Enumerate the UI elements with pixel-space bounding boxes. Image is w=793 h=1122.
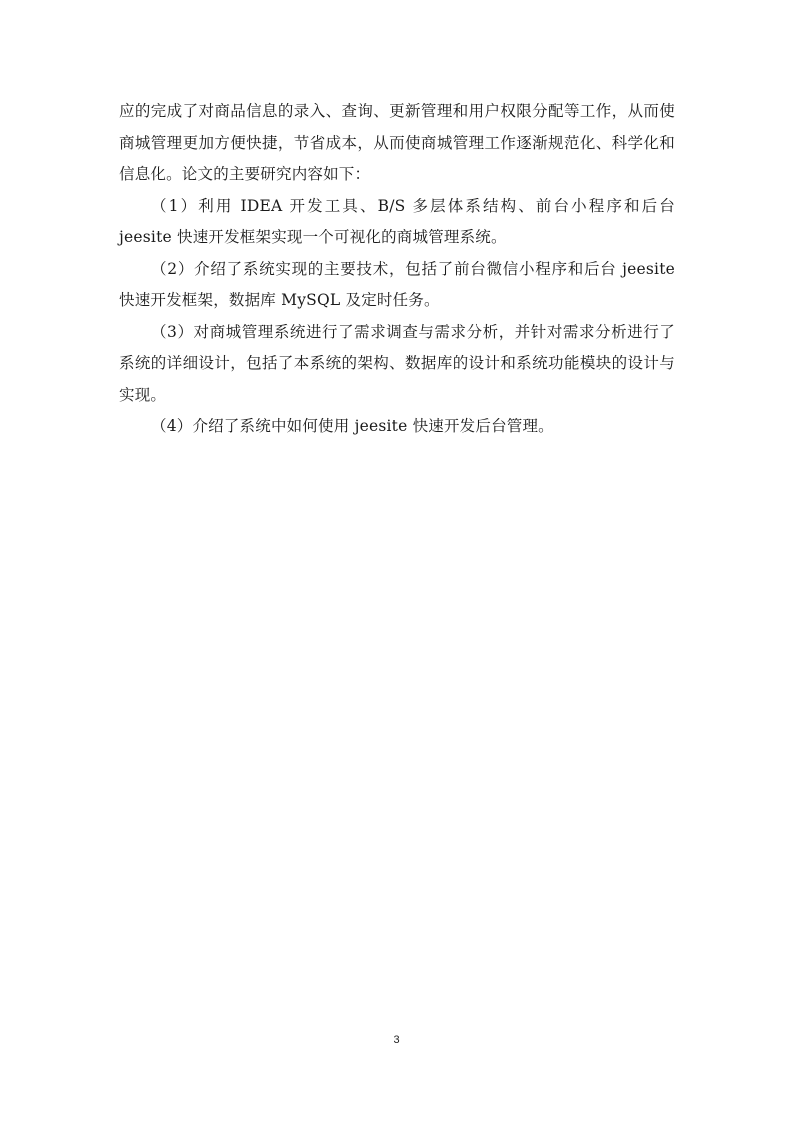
paragraph-item-3: （3）对商城管理系统进行了需求调查与需求分析，并针对需求分析进行了系统的详细设计，包括了本系统的架构、数据库的设计和系统功能模块的设计与实现。 [119,322,675,404]
paragraph-item-4: （4）介绍了系统中如何使用 jeesite 快速开发后台管理。 [151,417,554,435]
body-text [119,96,675,443]
paragraph-item-2: （2）介绍了系统实现的主要技术，包括了前台微信小程序和后台 jeesite 快速开发框架，数据库 MySQL 及定时任务。 [119,259,675,309]
page-number: 3 [393,1034,400,1046]
paragraph-item-1: （1）利用 IDEA 开发工具、B/S 多层体系结构、前台小程序和后台 jeesite 快速开发框架实现一个可视化的商城管理系统。 [119,196,675,246]
paragraph-intro-continuation: 应的完成了对商品信息的录入、查询、更新管理和用户权限分配等工作，从而使商城管理更加方便快捷，节省成本，从而使商城管理工作逐渐规范化、科学化和信息化。论文的主要研究内容如下： [119,102,675,183]
